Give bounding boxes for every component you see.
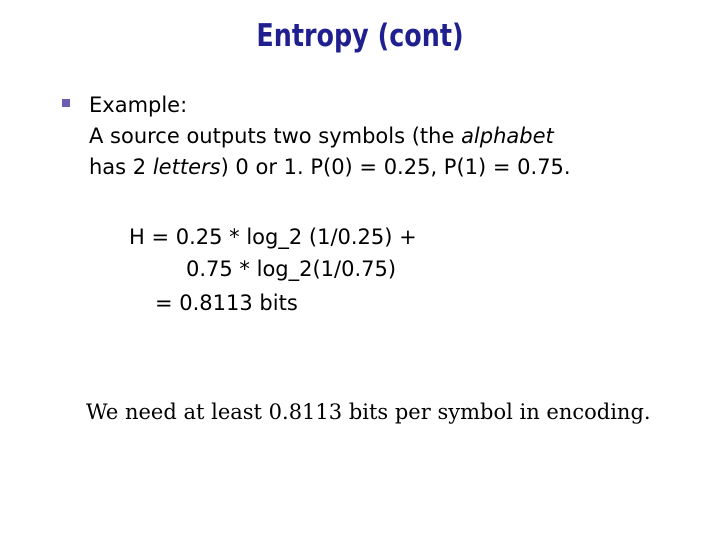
square-bullet-icon — [62, 99, 70, 107]
slide-title: Entropy (cont) — [256, 18, 464, 54]
conclusion-text: We need at least 0.8113 bits per symbol in encoding. — [86, 400, 651, 424]
example-line-1: A source outputs two symbols (the alphabet — [89, 124, 554, 148]
example-line-2: has 2 letters) 0 or 1. P(0) = 0.25, P(1) = 0.75. — [89, 155, 571, 179]
example-text — [89, 90, 699, 183]
example-label: Example: — [89, 93, 188, 117]
equation-line-1: H = 0.25 * log_2 (1/0.25) + — [129, 225, 417, 249]
equation-line-3: = 0.8113 bits — [155, 291, 298, 315]
equation-line-2: 0.75 * log_2(1/0.75) — [186, 257, 397, 281]
